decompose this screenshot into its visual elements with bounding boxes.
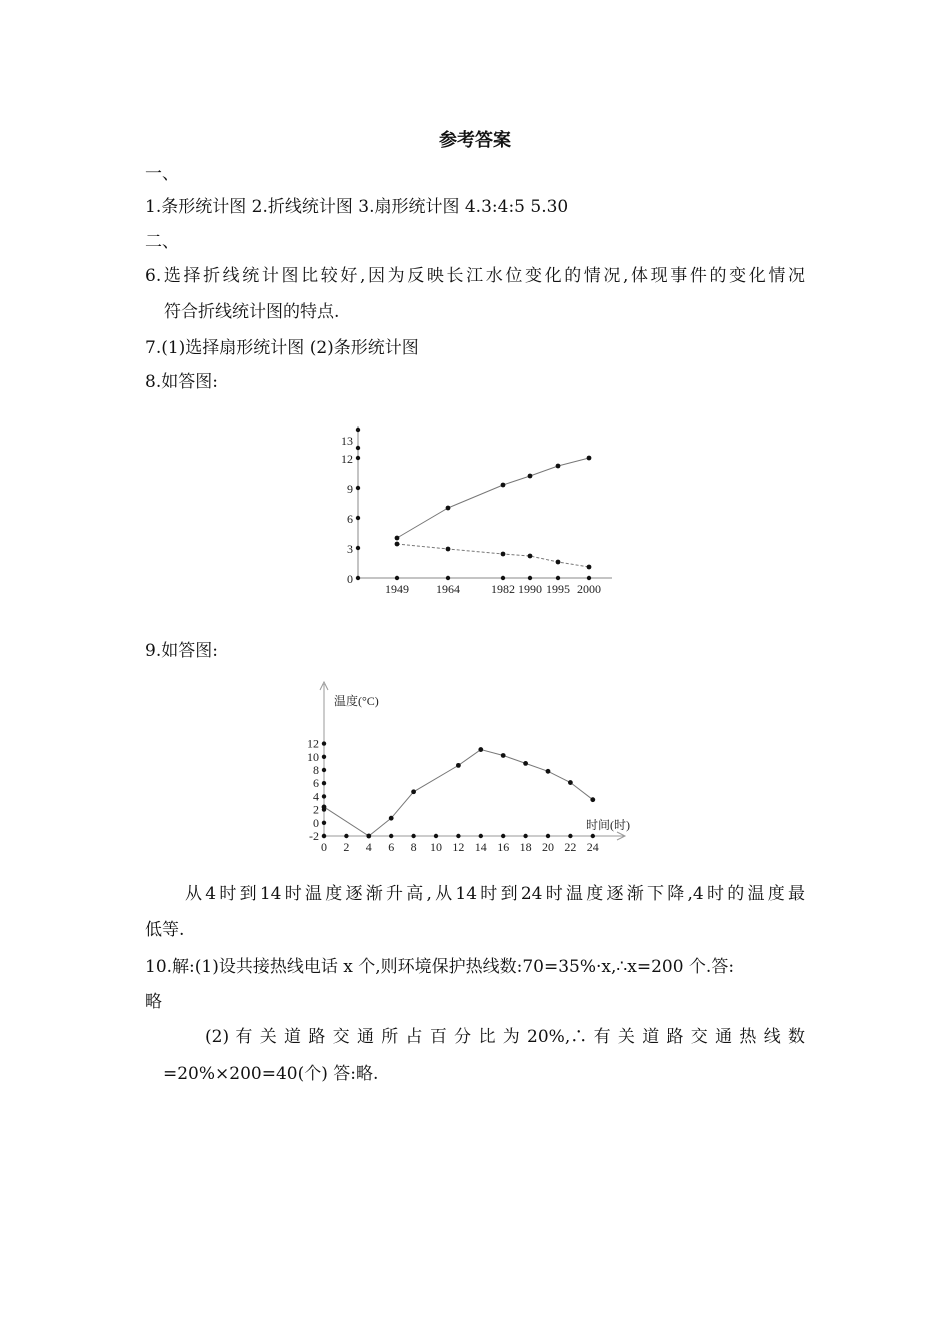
x-tick-label: 16	[497, 840, 510, 854]
y-axis-label: 温度(°C)	[334, 694, 379, 708]
answer-6-line-1: 6.选择折线统计图比较好,因为反映长江水位变化的情况,体现事件的变化情况	[145, 266, 805, 286]
y-tick-label: 4	[313, 789, 319, 804]
x-tick-dot	[556, 576, 560, 580]
x-tick-label: 22	[564, 840, 577, 854]
x-tick-label: 20	[542, 840, 554, 854]
y-tick-label: 0	[347, 572, 353, 586]
x-tick-label: 1995	[546, 582, 570, 596]
y-tick-label: 8	[313, 763, 319, 777]
y-tick-label: 12	[341, 452, 353, 466]
answer-8: 8.如答图:	[145, 372, 218, 392]
x-tick-dot	[434, 834, 438, 838]
data-point	[590, 797, 595, 802]
y-tick-dot	[356, 576, 360, 580]
answer-10-line-4: =20%×200=40(个) 答:略.	[163, 1064, 379, 1084]
x-tick-dot	[446, 576, 450, 580]
x-tick-label: 10	[430, 840, 442, 854]
y-tick-dot	[322, 794, 326, 798]
answer-10-line-1: 10.解:(1)设共接热线电话 x 个,则环境保护热线数:70=35%·x,∴x=200 个.答:	[145, 957, 735, 977]
data-point	[568, 780, 573, 785]
x-tick-dot	[479, 834, 483, 838]
y-tick-dot	[322, 781, 326, 785]
data-point	[501, 753, 506, 758]
y-tick-dot	[356, 446, 360, 450]
x-tick-label: 18	[519, 840, 532, 854]
x-tick-label: 1964	[436, 582, 460, 596]
x-tick-dot	[344, 834, 348, 838]
x-tick-label: 14	[474, 840, 487, 854]
series-line	[324, 750, 593, 836]
x-tick-dot	[528, 576, 532, 580]
data-point	[389, 816, 394, 821]
x-tick-dot	[501, 576, 505, 580]
x-tick-dot	[568, 834, 572, 838]
y-tick-label: 12	[307, 736, 319, 751]
x-tick-label: 1982	[491, 582, 515, 596]
answer-10-line-3: (2) 有 关 道 路 交 通 所 占 百 分 比 为 20%,∴ 有 关 道 路 交 通 热 线 数	[205, 1027, 805, 1047]
y-tick-dot	[322, 741, 326, 745]
answers-1-5: 1.条形统计图 2.折线统计图 3.扇形统计图 4.3:4:5 5.30	[145, 197, 569, 217]
data-point	[411, 789, 416, 794]
answer-10-line-2: 略	[145, 992, 162, 1012]
data-point	[556, 560, 561, 565]
data-point	[456, 763, 461, 768]
x-tick-label: 2	[343, 840, 350, 854]
answer-9-description-line-2: 低等.	[145, 920, 185, 940]
answer-9-description-line-1: 从4时到14时温度逐渐升高,从14时到24时温度逐渐下降,4时的温度最	[185, 884, 805, 904]
x-tick-label: 1990	[518, 582, 542, 596]
data-point	[395, 542, 400, 547]
data-point	[395, 536, 400, 541]
data-point	[546, 769, 551, 774]
data-point	[478, 747, 483, 752]
section-heading-1: 一、	[145, 164, 179, 184]
y-tick-label: 13	[341, 434, 353, 448]
x-tick-dot	[546, 834, 550, 838]
x-tick-dot	[322, 834, 326, 838]
series-line	[397, 458, 589, 538]
data-point	[446, 547, 451, 552]
y-tick-dot	[356, 546, 360, 550]
section-heading-2: 二、	[145, 232, 179, 252]
data-point	[528, 474, 533, 479]
answer-6-line-2: 符合折线统计图的特点.	[164, 302, 340, 322]
y-tick-label: 6	[313, 776, 319, 791]
x-axis-label: 时间(时)	[586, 818, 630, 832]
y-tick-label: 2	[313, 802, 319, 817]
y-tick-label: 3	[347, 542, 353, 556]
x-tick-label: 1949	[385, 582, 409, 596]
x-tick-dot	[587, 576, 591, 580]
chart-water-level	[330, 418, 630, 608]
data-point	[446, 506, 451, 511]
x-tick-dot	[456, 834, 460, 838]
y-tick-label: 0	[313, 815, 319, 830]
y-tick-dot	[322, 821, 326, 825]
y-tick-dot	[322, 755, 326, 759]
data-point	[501, 483, 506, 488]
x-tick-dot	[389, 834, 393, 838]
data-point	[587, 565, 592, 570]
y-tick-dot	[356, 456, 360, 460]
y-axis-top-dot	[356, 428, 360, 432]
x-tick-label: 12	[452, 840, 465, 854]
x-tick-dot	[523, 834, 527, 838]
answer-9: 9.如答图:	[145, 641, 218, 661]
data-point	[501, 552, 506, 557]
x-tick-dot	[591, 834, 595, 838]
y-tick-label: 6	[347, 512, 353, 526]
y-tick-dot	[322, 768, 326, 772]
y-tick-dot	[356, 486, 360, 490]
x-tick-label: 6	[388, 840, 395, 854]
y-tick-label: -2	[309, 829, 319, 843]
page-title: 参考答案	[439, 130, 511, 151]
data-point	[556, 464, 561, 469]
data-point	[528, 554, 533, 559]
x-tick-label: 24	[586, 840, 599, 854]
x-tick-dot	[395, 576, 399, 580]
data-point	[523, 761, 528, 766]
x-tick-label: 2000	[577, 582, 601, 596]
x-tick-label: 8	[410, 840, 417, 854]
data-point	[587, 456, 592, 461]
chart-temperature	[300, 676, 640, 862]
y-tick-dot	[356, 516, 360, 520]
data-point	[322, 805, 327, 810]
x-tick-dot	[501, 834, 505, 838]
series-line	[397, 544, 589, 567]
x-tick-label: 4	[365, 840, 372, 854]
y-tick-label: 10	[307, 749, 319, 764]
x-tick-dot	[411, 834, 415, 838]
y-tick-label: 9	[347, 482, 353, 496]
data-point	[366, 834, 371, 839]
answer-7: 7.(1)选择扇形统计图 (2)条形统计图	[145, 338, 419, 358]
x-tick-label: 0	[321, 840, 327, 854]
